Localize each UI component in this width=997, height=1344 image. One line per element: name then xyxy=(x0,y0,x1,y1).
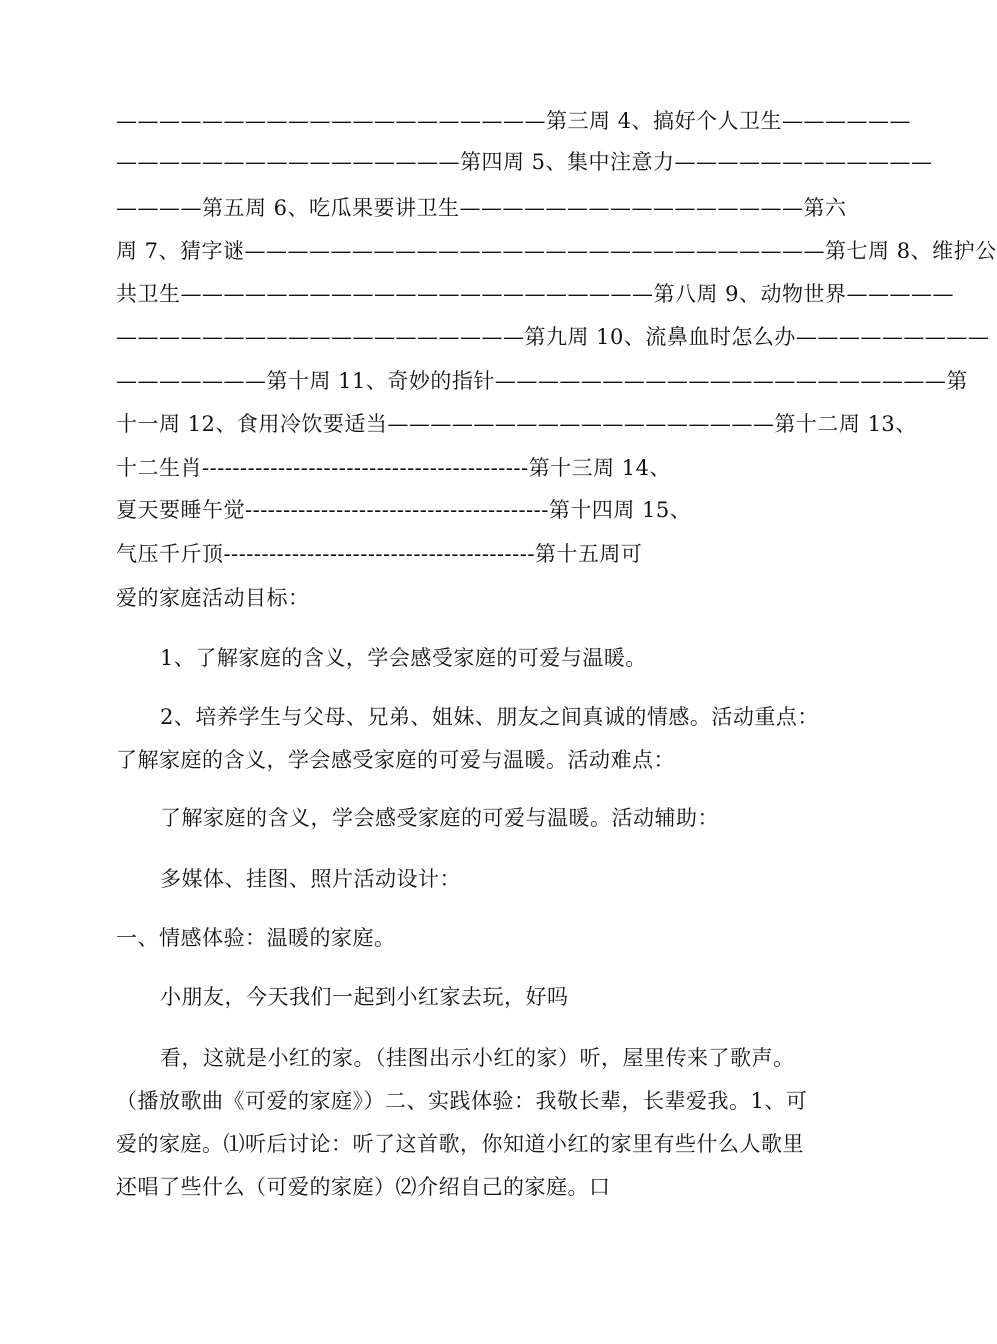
schedule-line: ————————————————第四周 5、集中注意力———————————— xyxy=(116,150,933,174)
schedule-line: 夏天要睡午觉----------------------------------------第十四周 15、 xyxy=(116,498,692,522)
schedule-line: 十二生肖-------------------------------------------第十三周 14、 xyxy=(116,456,672,480)
paragraph-line: （播放歌曲《可爱的家庭》）二、实践体验：我敬长辈，长辈爱我。1、可 xyxy=(116,1089,808,1113)
difficulty: 了解家庭的含义，学会感受家庭的可爱与温暖。活动辅助： xyxy=(160,806,719,830)
section-heading: 一、情感体验：温暖的家庭。 xyxy=(116,926,396,950)
schedule-line: 共卫生——————————————————————第八周 9、动物世界————— xyxy=(116,282,955,306)
activity-objectives-heading: 爱的家庭活动目标： xyxy=(116,586,310,610)
schedule-line: ————第五周 6、吃瓜果要讲卫生————————————————第六 xyxy=(116,196,847,220)
schedule-line: ———————第十周 11、奇妙的指针—————————————————————第 xyxy=(116,369,968,393)
paragraph-line: 还唱了些什么（可爱的家庭）⑵介绍自己的家庭。口 xyxy=(116,1175,611,1199)
schedule-line: ———————————————————第九周 10、流鼻血时怎么办————————— xyxy=(116,325,990,349)
aids: 多媒体、挂图、照片活动设计： xyxy=(160,867,461,891)
schedule-line: 气压千斤顶-----------------------------------------第十五周可 xyxy=(116,542,643,566)
objective-1: 1、了解家庭的含义，学会感受家庭的可爱与温暖。 xyxy=(160,646,647,670)
objective-2: 2、培养学生与父母、兄弟、姐妹、朋友之间真诚的情感。活动重点： xyxy=(160,705,819,729)
schedule-line: 十一周 12、食用冷饮要适当——————————————————第十二周 13、 xyxy=(116,412,917,436)
paragraph-line: 爱的家庭。⑴听后讨论：听了这首歌，你知道小红的家里有些什么人歌里 xyxy=(116,1132,804,1156)
schedule-line: 周 7、猜字谜———————————————————————————第七周 8、维护公 xyxy=(116,239,997,263)
section-intro: 小朋友，今天我们一起到小红家去玩，好吗 xyxy=(160,985,569,1009)
paragraph-line: 看，这就是小红的家。（挂图出示小红的家）听，屋里传来了歌声。 xyxy=(160,1046,795,1070)
schedule-line: ————————————————————第三周 4、搞好个人卫生—————— xyxy=(116,109,912,133)
key-point: 了解家庭的含义，学会感受家庭的可爱与温暖。活动难点： xyxy=(116,748,675,772)
